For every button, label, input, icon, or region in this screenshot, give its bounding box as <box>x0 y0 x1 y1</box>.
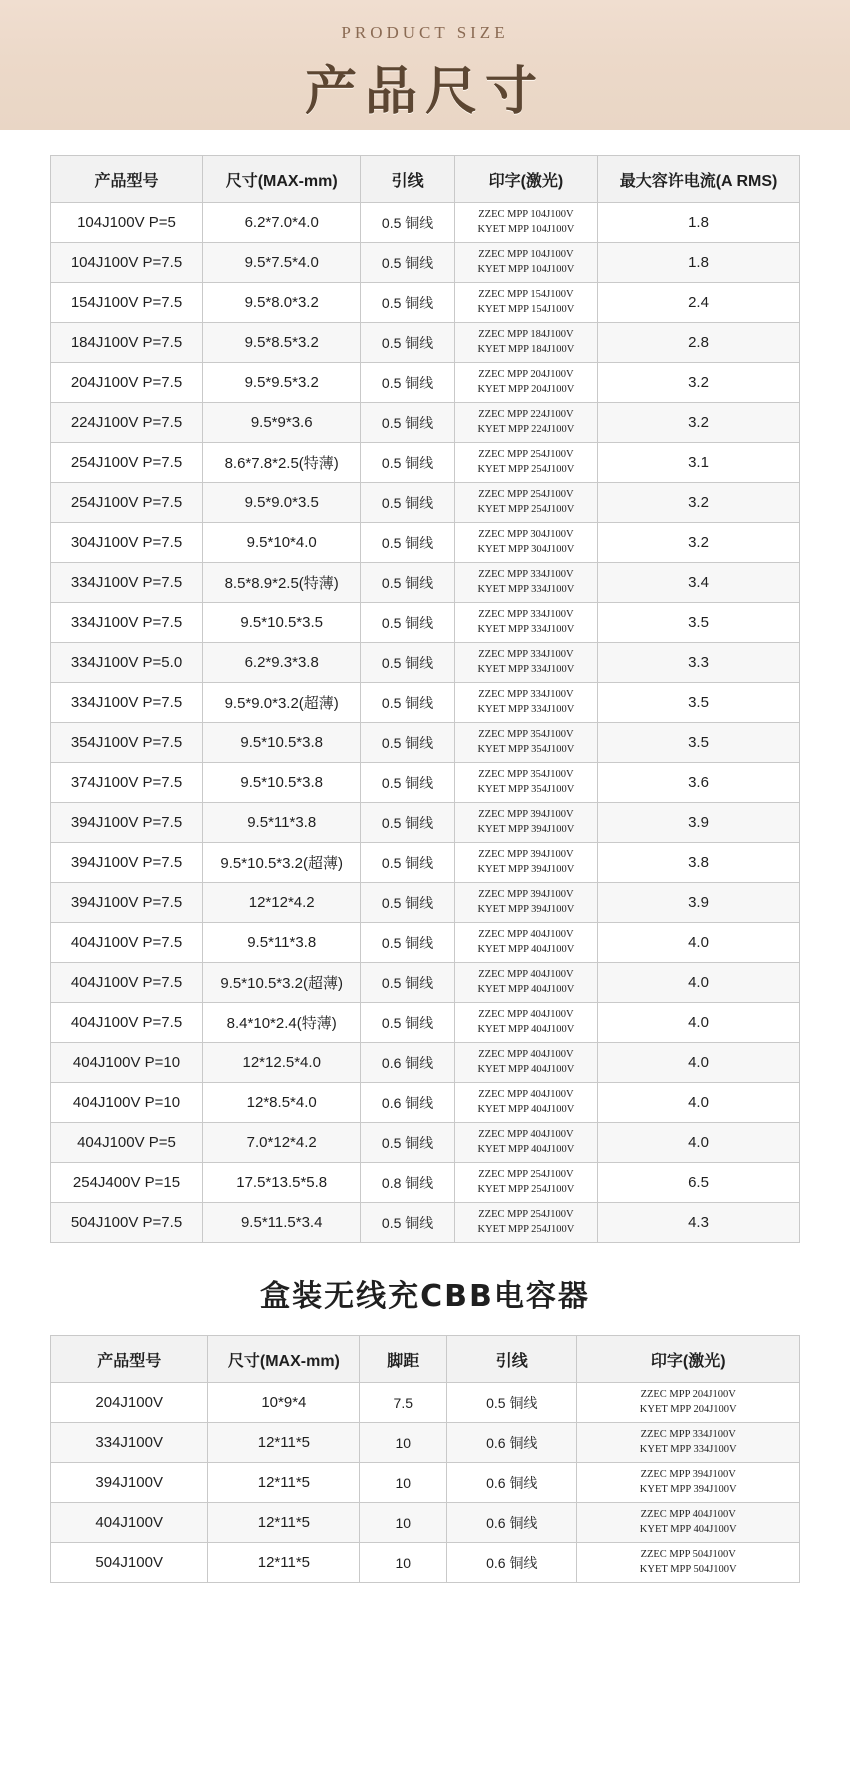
cell-current: 3.4 <box>598 563 800 603</box>
header-model: 产品型号 <box>51 1336 208 1383</box>
cell-size: 6.2*9.3*3.8 <box>202 643 360 683</box>
cell-lead: 0.5 铜线 <box>361 843 454 883</box>
table-row <box>51 443 800 483</box>
cell-print <box>454 803 597 843</box>
header-current: 最大容许电流(A RMS) <box>598 156 800 203</box>
print-line-1: ZZEC MPP 254J100V <box>478 489 574 501</box>
cell-pitch: 7.5 <box>360 1383 447 1423</box>
print-line-1: ZZEC MPP 404J100V <box>478 1089 574 1101</box>
cell-pitch: 10 <box>360 1463 447 1503</box>
table-row <box>51 883 800 923</box>
cell-size: 12*11*5 <box>208 1463 360 1503</box>
table-row <box>51 763 800 803</box>
cell-lead: 0.5 铜线 <box>361 323 454 363</box>
cell-size: 12*8.5*4.0 <box>202 1083 360 1123</box>
print-line-2: KYET MPP 104J100V <box>477 223 575 235</box>
cell-model: 404J100V P=7.5 <box>51 1003 203 1043</box>
cell-lead: 0.5 铜线 <box>361 203 454 243</box>
cell-print <box>454 1083 597 1123</box>
print-line-1: ZZEC MPP 394J100V <box>478 889 574 901</box>
cell-lead: 0.5 铜线 <box>361 483 454 523</box>
print-line-2: KYET MPP 254J100V <box>477 1183 575 1195</box>
print-line-2: KYET MPP 404J100V <box>477 1023 575 1035</box>
cell-size: 9.5*8.0*3.2 <box>202 283 360 323</box>
table-row <box>51 1123 800 1163</box>
cell-model: 204J100V <box>51 1383 208 1423</box>
cell-size: 9.5*10.5*3.2(超薄) <box>202 963 360 1003</box>
cell-size: 9.5*9*3.6 <box>202 403 360 443</box>
table-row <box>51 1043 800 1083</box>
table-row <box>51 523 800 563</box>
print-line-2: KYET MPP 334J100V <box>477 703 575 715</box>
cell-model: 254J400V P=15 <box>51 1163 203 1203</box>
cell-size: 8.6*7.8*2.5(特薄) <box>202 443 360 483</box>
cell-current: 1.8 <box>598 203 800 243</box>
cell-current: 2.4 <box>598 283 800 323</box>
print-line-1: ZZEC MPP 184J100V <box>478 329 574 341</box>
header-print: 印字(激光) <box>577 1336 800 1383</box>
cell-lead: 0.5 铜线 <box>447 1383 577 1423</box>
section2-title: 盒装无线充CBB电容器 <box>260 1279 590 1314</box>
table-row <box>51 923 800 963</box>
cell-size: 9.5*10.5*3.5 <box>202 603 360 643</box>
cell-model: 334J100V <box>51 1423 208 1463</box>
table-row <box>51 1003 800 1043</box>
table-row <box>51 483 800 523</box>
cell-model: 334J100V P=5.0 <box>51 643 203 683</box>
page-banner <box>0 0 850 130</box>
bottom-spacer <box>0 1583 850 1601</box>
print-line-1: ZZEC MPP 404J100V <box>478 1049 574 1061</box>
cell-print <box>577 1503 800 1543</box>
cell-lead: 0.5 铜线 <box>361 523 454 563</box>
header-model: 产品型号 <box>51 156 203 203</box>
print-line-2: KYET MPP 154J100V <box>477 303 575 315</box>
cell-model: 404J100V P=5 <box>51 1123 203 1163</box>
table-row <box>51 843 800 883</box>
cell-model: 394J100V P=7.5 <box>51 803 203 843</box>
cell-print <box>577 1423 800 1463</box>
cell-lead: 0.5 铜线 <box>361 363 454 403</box>
print-line-2: KYET MPP 394J100V <box>477 903 575 915</box>
cell-model: 504J100V P=7.5 <box>51 1203 203 1243</box>
print-line-1: ZZEC MPP 254J100V <box>478 1169 574 1181</box>
print-line-1: ZZEC MPP 404J100V <box>640 1509 736 1521</box>
cell-print <box>454 1043 597 1083</box>
cell-current: 4.0 <box>598 1003 800 1043</box>
table-row <box>51 1383 800 1423</box>
print-line-2: KYET MPP 394J100V <box>639 1483 737 1495</box>
print-line-1: ZZEC MPP 404J100V <box>478 1009 574 1021</box>
cell-model: 204J100V P=7.5 <box>51 363 203 403</box>
print-line-1: ZZEC MPP 354J100V <box>478 769 574 781</box>
print-line-2: KYET MPP 334J100V <box>477 583 575 595</box>
cell-print <box>454 363 597 403</box>
cell-model: 374J100V P=7.5 <box>51 763 203 803</box>
cell-print <box>454 243 597 283</box>
cell-size: 12*12*4.2 <box>202 883 360 923</box>
cell-current: 3.6 <box>598 763 800 803</box>
cell-size: 10*9*4 <box>208 1383 360 1423</box>
cell-print <box>577 1383 800 1423</box>
print-line-2: KYET MPP 404J100V <box>477 1103 575 1115</box>
table-row <box>51 643 800 683</box>
cell-print <box>454 883 597 923</box>
table1-header <box>51 156 800 203</box>
print-line-2: KYET MPP 334J100V <box>477 623 575 635</box>
header-size: 尺寸(MAX-mm) <box>202 156 360 203</box>
cell-print <box>454 283 597 323</box>
cell-print <box>454 723 597 763</box>
cell-model: 404J100V <box>51 1503 208 1543</box>
cell-size: 8.5*8.9*2.5(特薄) <box>202 563 360 603</box>
cell-lead: 0.5 铜线 <box>361 1003 454 1043</box>
print-line-2: KYET MPP 354J100V <box>477 743 575 755</box>
cell-lead: 0.5 铜线 <box>361 723 454 763</box>
cell-model: 334J100V P=7.5 <box>51 603 203 643</box>
cell-print <box>454 843 597 883</box>
print-line-1: ZZEC MPP 334J100V <box>640 1429 736 1441</box>
print-line-2: KYET MPP 254J100V <box>477 463 575 475</box>
cell-model: 404J100V P=10 <box>51 1043 203 1083</box>
cell-lead: 0.6 铜线 <box>447 1503 577 1543</box>
cell-print <box>454 603 597 643</box>
cell-print <box>454 403 597 443</box>
header-lead: 引线 <box>447 1336 577 1383</box>
table-row <box>51 1203 800 1243</box>
table-row <box>51 1083 800 1123</box>
banner-subtitle: PRODUCT SIZE <box>341 23 509 42</box>
table-row <box>51 563 800 603</box>
product-size-table <box>50 155 800 1243</box>
cell-print <box>454 963 597 1003</box>
cell-current: 2.8 <box>598 323 800 363</box>
table2-wrapper <box>0 1335 850 1583</box>
print-line-1: ZZEC MPP 204J100V <box>478 369 574 381</box>
cell-lead: 0.5 铜线 <box>361 763 454 803</box>
cell-current: 3.5 <box>598 603 800 643</box>
table-row <box>51 1503 800 1543</box>
print-line-1: ZZEC MPP 394J100V <box>478 809 574 821</box>
cell-size: 9.5*10.5*3.2(超薄) <box>202 843 360 883</box>
cell-lead: 0.5 铜线 <box>361 563 454 603</box>
print-line-1: ZZEC MPP 334J100V <box>478 569 574 581</box>
cell-size: 17.5*13.5*5.8 <box>202 1163 360 1203</box>
cell-lead: 0.6 铜线 <box>447 1423 577 1463</box>
print-line-1: ZZEC MPP 224J100V <box>478 409 574 421</box>
print-line-2: KYET MPP 204J100V <box>477 383 575 395</box>
print-line-2: KYET MPP 404J100V <box>477 983 575 995</box>
cell-lead: 0.5 铜线 <box>361 243 454 283</box>
table-row <box>51 683 800 723</box>
cell-current: 4.0 <box>598 1123 800 1163</box>
cell-current: 6.5 <box>598 1163 800 1203</box>
cell-model: 254J100V P=7.5 <box>51 483 203 523</box>
print-line-2: KYET MPP 304J100V <box>477 543 575 555</box>
cell-size: 9.5*11.5*3.4 <box>202 1203 360 1243</box>
cell-lead: 0.5 铜线 <box>361 403 454 443</box>
cell-model: 404J100V P=10 <box>51 1083 203 1123</box>
print-line-1: ZZEC MPP 354J100V <box>478 729 574 741</box>
cell-size: 7.0*12*4.2 <box>202 1123 360 1163</box>
cell-size: 9.5*10*4.0 <box>202 523 360 563</box>
cell-size: 9.5*10.5*3.8 <box>202 763 360 803</box>
table-row <box>51 243 800 283</box>
print-line-2: KYET MPP 254J100V <box>477 503 575 515</box>
table-row <box>51 283 800 323</box>
header-pitch: 脚距 <box>360 1336 447 1383</box>
cell-lead: 0.5 铜线 <box>361 803 454 843</box>
cell-model: 334J100V P=7.5 <box>51 683 203 723</box>
cell-lead: 0.5 铜线 <box>361 923 454 963</box>
cell-print <box>454 643 597 683</box>
table1-body <box>51 203 800 1243</box>
cell-size: 9.5*10.5*3.8 <box>202 723 360 763</box>
print-line-1: ZZEC MPP 204J100V <box>640 1389 736 1401</box>
print-line-1: ZZEC MPP 334J100V <box>478 609 574 621</box>
table-row <box>51 363 800 403</box>
cell-model: 394J100V P=7.5 <box>51 883 203 923</box>
cell-lead: 0.5 铜线 <box>361 1203 454 1243</box>
boxed-capacitor-table <box>50 1335 800 1583</box>
cell-model: 224J100V P=7.5 <box>51 403 203 443</box>
cell-current: 4.0 <box>598 1083 800 1123</box>
cell-lead: 0.6 铜线 <box>447 1543 577 1583</box>
cell-print <box>454 683 597 723</box>
cell-size: 12*11*5 <box>208 1503 360 1543</box>
print-line-1: ZZEC MPP 394J100V <box>478 849 574 861</box>
cell-current: 3.5 <box>598 683 800 723</box>
cell-pitch: 10 <box>360 1503 447 1543</box>
cell-print <box>454 563 597 603</box>
print-line-1: ZZEC MPP 104J100V <box>478 209 574 221</box>
cell-pitch: 10 <box>360 1423 447 1463</box>
cell-print <box>454 523 597 563</box>
table-row <box>51 403 800 443</box>
table2-header <box>51 1336 800 1383</box>
cell-print <box>454 923 597 963</box>
header-print: 印字(激光) <box>454 156 597 203</box>
print-line-1: ZZEC MPP 394J100V <box>640 1469 736 1481</box>
page-title: 产品尺寸 <box>304 61 545 122</box>
cell-size: 9.5*9.0*3.2(超薄) <box>202 683 360 723</box>
cell-model: 104J100V P=5 <box>51 203 203 243</box>
cell-model: 334J100V P=7.5 <box>51 563 203 603</box>
print-line-1: ZZEC MPP 334J100V <box>478 649 574 661</box>
cell-lead: 0.6 铜线 <box>361 1043 454 1083</box>
cell-lead: 0.5 铜线 <box>361 683 454 723</box>
table-row <box>51 1463 800 1503</box>
cell-size: 9.5*8.5*3.2 <box>202 323 360 363</box>
cell-current: 3.2 <box>598 363 800 403</box>
cell-lead: 0.5 铜线 <box>361 443 454 483</box>
cell-size: 9.5*7.5*4.0 <box>202 243 360 283</box>
cell-current: 3.9 <box>598 883 800 923</box>
cell-model: 304J100V P=7.5 <box>51 523 203 563</box>
table-header-row <box>51 156 800 203</box>
cell-model: 354J100V P=7.5 <box>51 723 203 763</box>
print-line-2: KYET MPP 334J100V <box>639 1443 737 1455</box>
cell-pitch: 10 <box>360 1543 447 1583</box>
print-line-2: KYET MPP 184J100V <box>477 343 575 355</box>
cell-print <box>454 443 597 483</box>
cell-size: 8.4*10*2.4(特薄) <box>202 1003 360 1043</box>
cell-size: 9.5*9.5*3.2 <box>202 363 360 403</box>
cell-model: 254J100V P=7.5 <box>51 443 203 483</box>
cell-print <box>454 1123 597 1163</box>
cell-current: 4.0 <box>598 923 800 963</box>
cell-model: 184J100V P=7.5 <box>51 323 203 363</box>
table-row <box>51 803 800 843</box>
cell-size: 12*12.5*4.0 <box>202 1043 360 1083</box>
cell-print <box>577 1543 800 1583</box>
cell-model: 394J100V P=7.5 <box>51 843 203 883</box>
cell-current: 4.0 <box>598 963 800 1003</box>
cell-lead: 0.5 铜线 <box>361 963 454 1003</box>
print-line-1: ZZEC MPP 504J100V <box>640 1549 736 1561</box>
cell-print <box>454 1003 597 1043</box>
cell-lead: 0.8 铜线 <box>361 1163 454 1203</box>
print-line-2: KYET MPP 404J100V <box>477 943 575 955</box>
print-line-2: KYET MPP 224J100V <box>477 423 575 435</box>
print-line-1: ZZEC MPP 334J100V <box>478 689 574 701</box>
print-line-1: ZZEC MPP 404J100V <box>478 1129 574 1141</box>
print-line-2: KYET MPP 204J100V <box>639 1403 737 1415</box>
cell-current: 1.8 <box>598 243 800 283</box>
table-row <box>51 1163 800 1203</box>
cell-current: 3.8 <box>598 843 800 883</box>
cell-lead: 0.5 铜线 <box>361 883 454 923</box>
print-line-2: KYET MPP 504J100V <box>639 1563 737 1575</box>
cell-size: 9.5*11*3.8 <box>202 923 360 963</box>
print-line-2: KYET MPP 254J100V <box>477 1223 575 1235</box>
cell-current: 3.3 <box>598 643 800 683</box>
print-line-2: KYET MPP 404J100V <box>477 1063 575 1075</box>
cell-print <box>454 763 597 803</box>
header-size: 尺寸(MAX-mm) <box>208 1336 360 1383</box>
cell-size: 9.5*11*3.8 <box>202 803 360 843</box>
table-row <box>51 203 800 243</box>
cell-size: 12*11*5 <box>208 1423 360 1463</box>
cell-model: 104J100V P=7.5 <box>51 243 203 283</box>
print-line-1: ZZEC MPP 404J100V <box>478 929 574 941</box>
cell-lead: 0.5 铜线 <box>361 603 454 643</box>
print-line-2: KYET MPP 404J100V <box>639 1523 737 1535</box>
table-row <box>51 1543 800 1583</box>
table2-body <box>51 1383 800 1583</box>
cell-current: 3.5 <box>598 723 800 763</box>
header-lead: 引线 <box>361 156 454 203</box>
table-row <box>51 1423 800 1463</box>
cell-current: 3.1 <box>598 443 800 483</box>
print-line-1: ZZEC MPP 254J100V <box>478 449 574 461</box>
cell-print <box>454 1203 597 1243</box>
cell-print <box>454 323 597 363</box>
cell-lead: 0.6 铜线 <box>361 1083 454 1123</box>
print-line-1: ZZEC MPP 154J100V <box>478 289 574 301</box>
cell-size: 9.5*9.0*3.5 <box>202 483 360 523</box>
table-row <box>51 603 800 643</box>
print-line-2: KYET MPP 104J100V <box>477 263 575 275</box>
cell-lead: 0.5 铜线 <box>361 1123 454 1163</box>
cell-size: 12*11*5 <box>208 1543 360 1583</box>
print-line-1: ZZEC MPP 304J100V <box>478 529 574 541</box>
print-line-2: KYET MPP 334J100V <box>477 663 575 675</box>
cell-lead: 0.5 铜线 <box>361 643 454 683</box>
table-row <box>51 963 800 1003</box>
cell-current: 4.3 <box>598 1203 800 1243</box>
print-line-2: KYET MPP 394J100V <box>477 863 575 875</box>
print-line-2: KYET MPP 404J100V <box>477 1143 575 1155</box>
cell-current: 3.9 <box>598 803 800 843</box>
cell-model: 404J100V P=7.5 <box>51 923 203 963</box>
cell-print <box>454 203 597 243</box>
print-line-2: KYET MPP 394J100V <box>477 823 575 835</box>
cell-print <box>454 1163 597 1203</box>
cell-model: 394J100V <box>51 1463 208 1503</box>
cell-current: 4.0 <box>598 1043 800 1083</box>
cell-current: 3.2 <box>598 483 800 523</box>
print-line-1: ZZEC MPP 254J100V <box>478 1209 574 1221</box>
table-header-row <box>51 1336 800 1383</box>
table1-wrapper <box>0 155 850 1243</box>
cell-lead: 0.5 铜线 <box>361 283 454 323</box>
print-line-2: KYET MPP 354J100V <box>477 783 575 795</box>
cell-current: 3.2 <box>598 403 800 443</box>
cell-current: 3.2 <box>598 523 800 563</box>
cell-print <box>454 483 597 523</box>
print-line-1: ZZEC MPP 104J100V <box>478 249 574 261</box>
cell-print <box>577 1463 800 1503</box>
cell-lead: 0.6 铜线 <box>447 1463 577 1503</box>
cell-model: 504J100V <box>51 1543 208 1583</box>
print-line-1: ZZEC MPP 404J100V <box>478 969 574 981</box>
cell-model: 404J100V P=7.5 <box>51 963 203 1003</box>
table-row <box>51 723 800 763</box>
cell-size: 6.2*7.0*4.0 <box>202 203 360 243</box>
cell-model: 154J100V P=7.5 <box>51 283 203 323</box>
table-row <box>51 323 800 363</box>
